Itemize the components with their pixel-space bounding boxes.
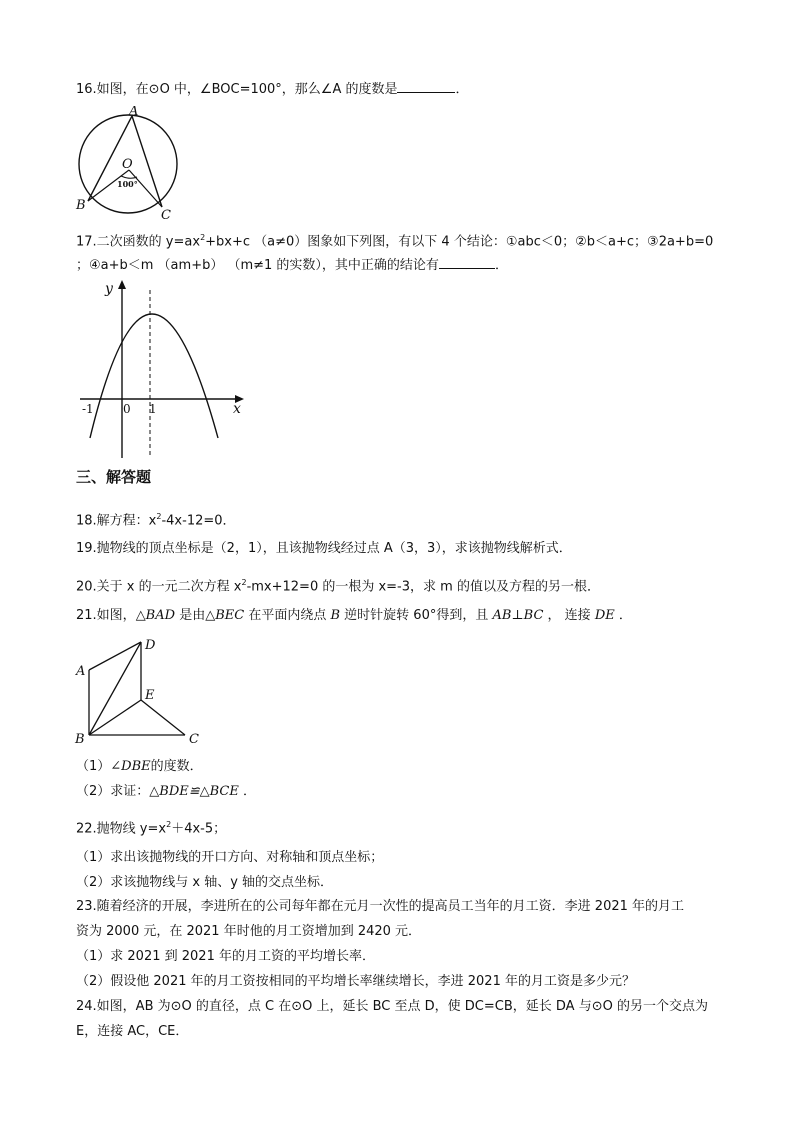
chord-ac (132, 116, 162, 207)
x-axis-label: x (233, 401, 241, 417)
label-e: E (145, 688, 155, 703)
question-22: 22.抛物线 $y=x^2+4x-5$； (76, 820, 227, 837)
question-23-line1: 23.随着经济的开展，李进所在的公司每年都在元月一次性的提高员工当年的月工资．李进 2021 年的月工 (76, 899, 685, 914)
question-23-part1: （1）求 2021 到 2021 年的月工资的平均增长率． (76, 949, 375, 964)
question-16-text: 16.如图，在⊙O 中，∠BOC=100°，那么∠A 的度数是 ． (76, 82, 469, 97)
label-a: A (129, 106, 139, 119)
section-title: 三、解答题 (76, 468, 152, 486)
question-21: 21.如图，△BAD 是由△BEC 在平面内绕点 B 逆时针旋转 60°得到，且 AB⊥BC ， 连接 DE ． (76, 608, 632, 623)
segment-be (89, 700, 141, 735)
tick-label-1: 1 (149, 402, 157, 416)
question-22-part1: （1）求出该抛物线的开口方向、对称轴和顶点坐标； (76, 850, 384, 865)
label-d: D (145, 638, 156, 653)
segment-ec (141, 700, 185, 735)
question-23-line2: 资为 2000 元，在 2021 年时他的月工资增加到 2420 元． (76, 924, 422, 939)
label-o: O (122, 157, 133, 172)
angle-label: 100° (117, 179, 138, 189)
y-axis-arrow (118, 280, 126, 289)
label-a: A (76, 664, 86, 679)
answer-blank (439, 256, 495, 269)
question-20: 20.关于 x 的一元二次方程 $x^2-mx+12=0$ 的一根为 x=-3，求 m 的值以及方程的另一根． (76, 578, 600, 595)
label-c: C (189, 732, 199, 747)
question-21-part2: （2）求证：△BDE≌△BCE ． (76, 784, 257, 799)
label-b: B (75, 732, 85, 747)
answer-blank (397, 80, 455, 93)
question-18: 18.解方程：$x^2-4x-12=0$． (76, 512, 236, 529)
question-21-part1: （1）∠DBE的度数． (76, 759, 203, 774)
label-c: C (161, 208, 171, 223)
question-17-line1: 17.二次函数的 $y=ax^2+bx+c$ （a≠0）图象如下列图，有以下 4 个结论：①abc＜0；②b＜a+c；③2a+b=0 (76, 233, 714, 250)
question-23-part2: （2）假设他 2021 年的月工资按相同的平均增长率继续增长，李进 2021 年的月工资是多少元？ (76, 974, 635, 989)
question-24-line2: E，连接 AC，CE． (76, 1024, 189, 1039)
tick-label-neg1: -1 (82, 402, 94, 416)
label-b: B (76, 198, 86, 213)
parabola-curve (90, 314, 218, 438)
question-17-line2: ；④a+b＜m （am+b） （m≠1 的实数），其中正确的结论有 ． (76, 258, 508, 273)
question-19: 19.抛物线的顶点坐标是（2，1），且该抛物线经过点 A（3，3），求该抛物线解析式． (76, 541, 572, 556)
tick-label-0: 0 (123, 402, 131, 416)
q17-parabola-graph (76, 276, 256, 462)
q21-rotation-figure (70, 630, 210, 748)
y-axis-label: y (105, 281, 113, 297)
question-24-line1: 24.如图，AB 为⊙O 的直径，点 C 在⊙O 上，延长 BC 至点 D，使 DC=CB，延长 DA 与⊙O 的另一个交点为 (76, 999, 708, 1014)
question-22-part2: （2）求该抛物线与 x 轴、y 轴的交点坐标． (76, 875, 334, 890)
q16-circle-figure (74, 106, 190, 224)
